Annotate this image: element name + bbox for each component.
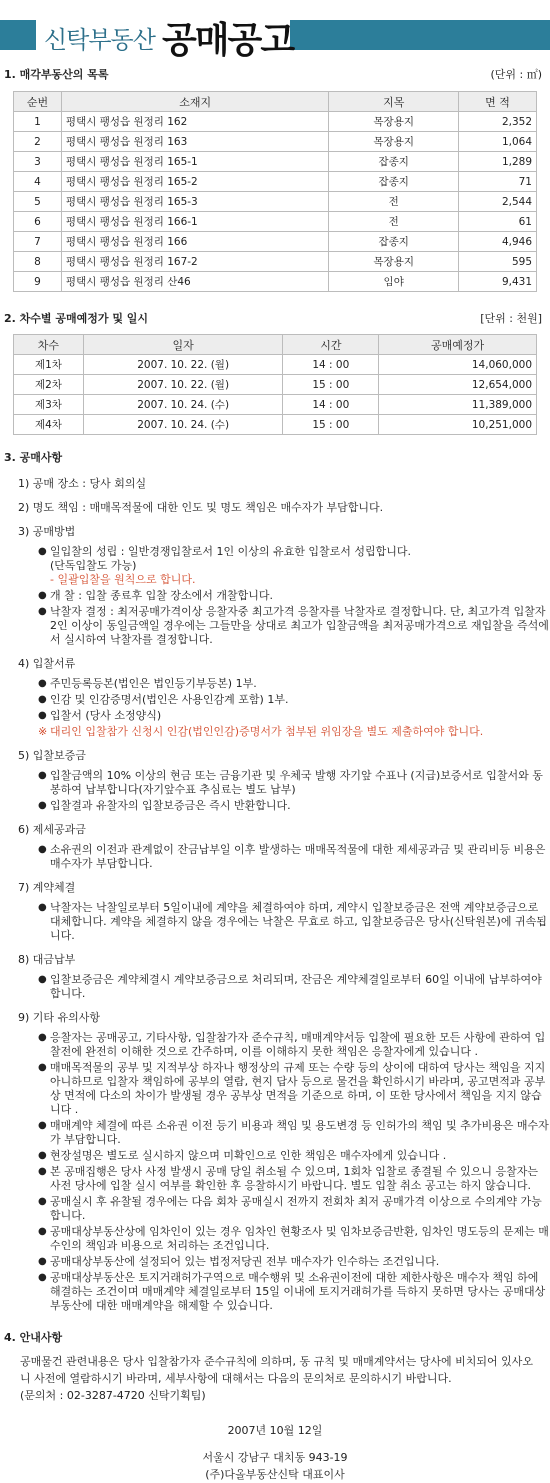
item-contract: 7) 계약체결	[18, 881, 76, 894]
cell-land-type: 목장용지	[329, 132, 459, 152]
section4-contact: (문의처 : 02-3287-4720 신탁기획팀)	[20, 1389, 206, 1402]
cell-number: 3	[14, 152, 62, 172]
bullet-taxes: ● 소유권의 이전과 관계없이 잔금납부일 이후 발생하는 매매목적물에 대한 제세공과금 및 관리비등 비용은 매수자가 부담합니다.	[38, 843, 550, 871]
cell-number: 8	[14, 252, 62, 272]
bullet-doc-seal: ● 인감 및 인감증명서(법인은 사용인감계 포함) 1부.	[38, 693, 550, 707]
col-header: 면 적	[459, 92, 537, 112]
schedule-table	[13, 334, 537, 435]
cell-location: 평택시 팽성읍 원정리 167-2	[61, 252, 328, 272]
col-header: 소재지	[61, 92, 328, 112]
section3-title: 3. 공매사항	[4, 451, 63, 464]
item-taxes: 6) 제세공과금	[18, 823, 86, 836]
bullet-payment: ● 입찰보증금은 계약체결시 계약보증금으로 처리되며, 잔금은 계약체결일로부터 60일 이내에 납부하여야 합니다.	[38, 973, 550, 1001]
cell-location: 평택시 팽성읍 원정리 166	[61, 232, 328, 252]
cell-area: 71	[459, 172, 537, 192]
footer-date: 2007년 10월 12일	[227, 1424, 323, 1437]
item-payment: 8) 대금납부	[18, 953, 76, 966]
cell-location: 평택시 팽성읍 원정리 163	[61, 132, 328, 152]
cell-round: 제3차	[14, 395, 84, 415]
cell-round: 제1차	[14, 355, 84, 375]
cell-area: 1,064	[459, 132, 537, 152]
section2-unit: [단위 : 천원]	[480, 312, 542, 325]
property-table-body	[14, 112, 537, 292]
banner-title: 공매공고	[162, 20, 294, 61]
cell-time: 14 : 00	[283, 355, 379, 375]
cell-price: 14,060,000	[379, 355, 537, 375]
cell-location: 평택시 팽성읍 원정리 165-3	[61, 192, 328, 212]
cell-location: 평택시 팽성읍 원정리 162	[61, 112, 328, 132]
cell-date: 2007. 10. 24. (수)	[83, 395, 283, 415]
col-header: 시간	[283, 335, 379, 355]
cell-land-type: 잡종지	[329, 152, 459, 172]
banner-subtitle: 신탁부동산	[44, 26, 155, 54]
cell-time: 15 : 00	[283, 415, 379, 435]
schedule-table-body	[14, 355, 537, 435]
table-header-row	[14, 335, 537, 355]
item-location: 1) 공매 장소 : 당사 회의실	[18, 477, 147, 490]
cell-price: 10,251,000	[379, 415, 537, 435]
cell-area: 2,544	[459, 192, 537, 212]
cell-area: 1,289	[459, 152, 537, 172]
table-row	[14, 272, 537, 292]
table-row	[14, 192, 537, 212]
cell-time: 15 : 00	[283, 375, 379, 395]
col-header: 공매예정가	[379, 335, 537, 355]
cell-land-type: 목장용지	[329, 252, 459, 272]
bullet-bid-formation-cont: (단독입찰도 가능)	[50, 559, 137, 572]
cell-date: 2007. 10. 22. (월)	[83, 355, 283, 375]
cell-land-type: 목장용지	[329, 112, 459, 132]
cell-price: 11,389,000	[379, 395, 537, 415]
bullet-doc-form: ● 입찰서 (당사 소정양식)	[38, 709, 550, 723]
table-row	[14, 212, 537, 232]
banner-accent	[0, 20, 36, 50]
section3	[0, 449, 550, 1404]
cell-land-type: 전	[329, 192, 459, 212]
section4-body: 공매물건 관련내용은 당사 입찰참가자 준수규칙에 의하며, 동 규칙 및 매매계약서는 당사에 비치되어 있사오니 사전에 열람하시기 바라며, 세부사항에 대해서는 다음의 문의처로 문의하시기 바랍니다.	[20, 1355, 533, 1385]
footer-address: 서울시 강남구 대치동 943-19	[202, 1451, 348, 1464]
cell-number: 7	[14, 232, 62, 252]
cell-price: 12,654,000	[379, 375, 537, 395]
table-row	[14, 375, 537, 395]
bullet-doc-registry: ● 주민등록등본(법인은 법인등기부등본) 1부.	[38, 677, 550, 691]
cell-location: 평택시 팽성읍 원정리 산46	[61, 272, 328, 292]
bullet-opening: ● 개 찰 : 입찰 종료후 입찰 장소에서 개찰합니다.	[38, 589, 550, 603]
item-delivery: 2) 명도 책임 : 매매목적물에 대한 인도 및 명도 책임은 매수자가 부담합니다.	[18, 501, 384, 514]
bullet-deposit-amount: ● 입찰금액의 10% 이상의 현금 또는 금융기관 및 우체국 발행 자기앞 수표나 (지급)보증서로 입찰서와 동봉하여 납부합니다(자기앞수표 추심료는 별도 납부)	[38, 769, 550, 797]
cell-round: 제4차	[14, 415, 84, 435]
bullet-deposit-refund: ● 입찰결과 유찰자의 입찰보증금은 즉시 반환합니다.	[38, 799, 550, 813]
cell-date: 2007. 10. 24. (수)	[83, 415, 283, 435]
bullet-notice-9: ● 공매대상부동산은 토지거래허가구역으로 매수행위 및 소유권이전에 대한 제한사항은 매수자 책임 하에 해결하는 조건이며 매매계약 체결일로부터 15일 이내에 토지거래허가를 득하지 못하면 당사는 공매대상부동산에 대한 매매계약을 해제할 수 있습니다.	[38, 1271, 550, 1313]
cell-location: 평택시 팽성읍 원정리 165-2	[61, 172, 328, 192]
section1-title: 1. 매각부동산의 목록	[4, 68, 109, 81]
bullet-notice-2: ● 매매목적물의 공부 및 지적부상 하자나 행정상의 규제 또는 수량 등의 상이에 대하여 당사는 책임을 지지 아니하므로 입찰자 책임하에 공부의 열람, 현지 답사 등으로 물건을 확인하시기 바라며, 공고면적과 공부상 면적에 다소의 차이가 발생될 경우 공부상 면적을 기준으로 하며, 이 또한 당사에서 책임을 지지 않습니다 .	[38, 1061, 550, 1117]
cell-time: 14 : 00	[283, 395, 379, 415]
table-row	[14, 355, 537, 375]
table-row	[14, 172, 537, 192]
cell-number: 5	[14, 192, 62, 212]
cell-number: 6	[14, 212, 62, 232]
table-row	[14, 252, 537, 272]
banner-stripe	[290, 20, 550, 50]
table-row	[14, 152, 537, 172]
bullet-notice-1: ● 응찰자는 공매공고, 기타사항, 입찰참가자 준수규칙, 매매계약서등 입찰에 필요한 모든 사항에 관하여 입찰전에 완전히 이해한 것으로 간주하며, 이를 이해하지 못한 책임은 응찰자에게 있습니다 .	[38, 1031, 550, 1059]
cell-number: 1	[14, 112, 62, 132]
col-header: 지목	[329, 92, 459, 112]
section2-header	[0, 310, 550, 326]
item-documents: 4) 입찰서류	[18, 657, 76, 670]
note-proxy: ※ 대리인 입찰참가 신청시 인감(법인인감)증명서가 첨부된 위임장을 별도 제출하여야 합니다.	[38, 725, 550, 739]
cell-land-type: 임야	[329, 272, 459, 292]
section2-title: 2. 차수별 공매예정가 및 일시	[4, 312, 149, 325]
item-notices: 9) 기타 유의사항	[18, 1011, 101, 1024]
bullet-notice-5: ● 본 공매집행은 당사 사정 발생시 공매 당일 취소될 수 있으며, 1회차 입찰로 종결될 수 있으니 응찰자는 사전 당사에 입찰 실시 여부를 확인한 후 응찰하시기 바랍니다. 별도 입찰 취소 공고는 하지 않습니다.	[38, 1165, 550, 1193]
banner	[0, 0, 550, 61]
cell-area: 9,431	[459, 272, 537, 292]
col-header: 차수	[14, 335, 84, 355]
property-table	[13, 91, 537, 292]
table-row	[14, 232, 537, 252]
table-row	[14, 132, 537, 152]
cell-number: 9	[14, 272, 62, 292]
cell-land-type: 전	[329, 212, 459, 232]
footer-company: (주)다올부동산신탁 대표이사	[205, 1468, 345, 1481]
bullet-winner: ● 낙찰자 결정 : 최저공매가격이상 응찰자중 최고가격 응찰자를 낙찰자로 결정합니다. 단, 최고가격 입찰자 2인 이상이 동일금액일 경우에는 그들만을 상대로 최고가 입찰금액을 최저공매가격으로 재입찰을 즉석에서 실시하여 낙찰자를 결정합니다.	[38, 605, 550, 647]
bullet-bid-formation: ● 일입찰의 성립 : 일반경쟁입찰로서 1인 이상의 유효한 입찰로서 성립합니다.	[38, 545, 550, 559]
cell-area: 595	[459, 252, 537, 272]
bullet-notice-7: ● 공매대상부동산상에 임차인이 있는 경우 임차인 현황조사 및 임차보증금반환, 임차인 명도등의 문제는 매수인의 책임과 비용으로 처리하는 조건입니다.	[38, 1225, 550, 1253]
table-row	[14, 415, 537, 435]
bullet-notice-3: ● 매매계약 체결에 따른 소유권 이전 등기 비용과 책임 및 용도변경 등 인허가의 책임 및 추가비용은 매수자가 부담합니다.	[38, 1119, 550, 1147]
section1-header	[0, 66, 550, 82]
cell-area: 61	[459, 212, 537, 232]
cell-location: 평택시 팽성읍 원정리 166-1	[61, 212, 328, 232]
bullet-notice-6: ● 공매실시 후 유찰될 경우에는 다음 회차 공매실시 전까지 전회차 최저 공매가격 이상으로 수의계약 가능합니다.	[38, 1195, 550, 1223]
cell-area: 2,352	[459, 112, 537, 132]
cell-number: 2	[14, 132, 62, 152]
bullet-notice-4: ● 현장설명은 별도로 실시하지 않으며 미확인으로 인한 책임은 매수자에게 있습니다 .	[38, 1149, 550, 1163]
table-row	[14, 395, 537, 415]
col-header: 일자	[83, 335, 283, 355]
bullet-contract: ● 낙찰자는 낙찰일로부터 5일이내에 계약을 체결하여야 하며, 계약시 입찰보증금은 전액 계약보증금으로 대체합니다. 계약을 체결하지 않을 경우에는 낙찰은 무효로 하고, 입찰보증금은 당사(신탁원본)에 귀속됩니다.	[38, 901, 550, 943]
table-row	[14, 112, 537, 132]
cell-round: 제2차	[14, 375, 84, 395]
item-method: 3) 공매방법	[18, 525, 76, 538]
bullet-bid-formation-note: - 일괄입찰을 원칙으로 합니다.	[50, 573, 196, 586]
cell-land-type: 잡종지	[329, 172, 459, 192]
cell-date: 2007. 10. 22. (월)	[83, 375, 283, 395]
cell-location: 평택시 팽성읍 원정리 165-1	[61, 152, 328, 172]
section4-title: 4. 안내사항	[4, 1331, 63, 1344]
cell-number: 4	[14, 172, 62, 192]
table-header-row	[14, 92, 537, 112]
cell-land-type: 잡종지	[329, 232, 459, 252]
section1-unit: (단위 : ㎡)	[490, 68, 542, 81]
cell-area: 4,946	[459, 232, 537, 252]
item-deposit: 5) 입찰보증금	[18, 749, 86, 762]
col-header: 순번	[14, 92, 62, 112]
bullet-notice-8: ● 공매대상부동산에 설정되어 있는 법정저당권 전부 매수자가 인수하는 조건입니다.	[38, 1255, 550, 1269]
